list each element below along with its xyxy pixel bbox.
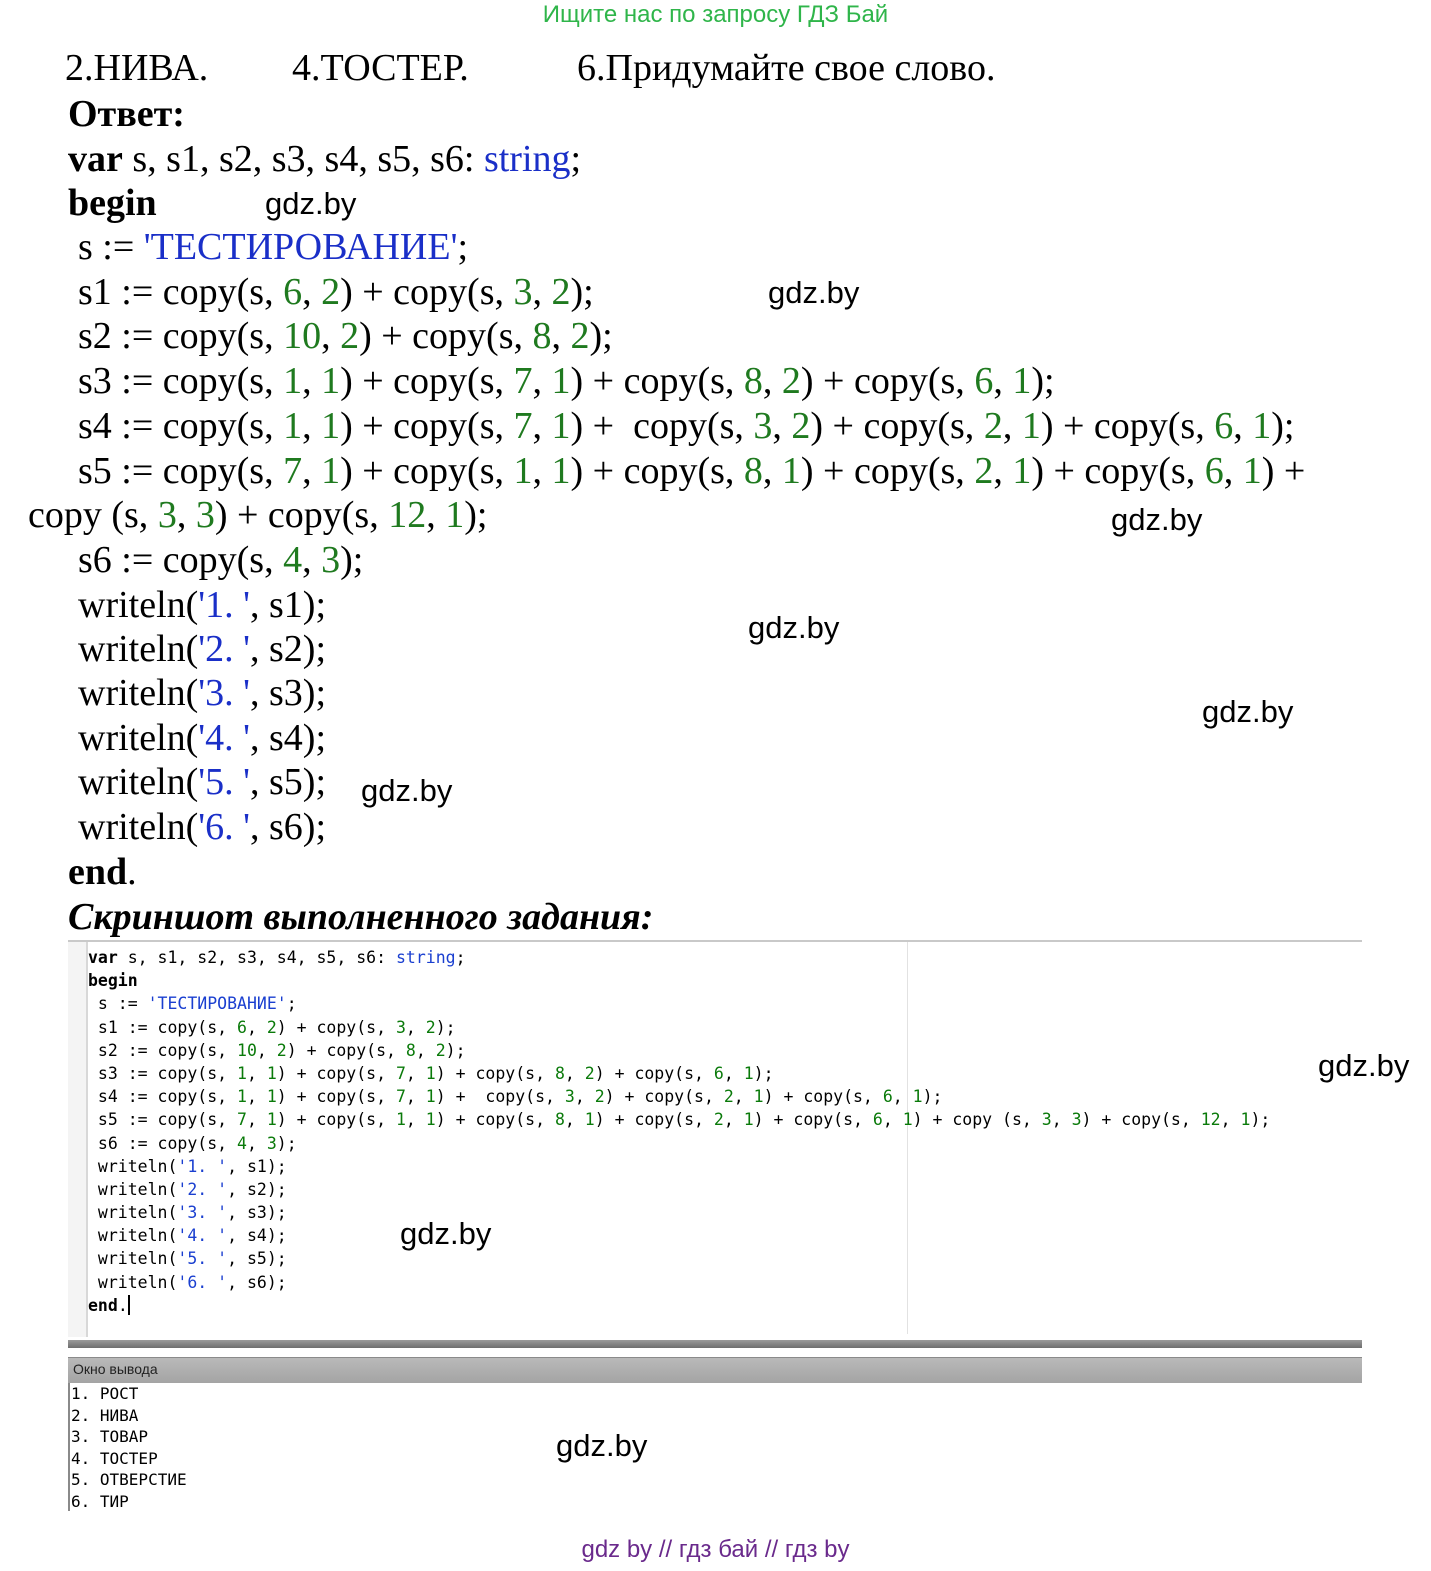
code-number: 3 [564, 1087, 575, 1107]
code-number: 1 [1012, 450, 1032, 492]
code-text: , [246, 1063, 267, 1083]
code-line-writeln-5: writeln('5. ', s5); [78, 761, 326, 803]
code-text: ) + copy(s, [594, 1063, 714, 1083]
code-number: 2 [435, 1040, 446, 1060]
code-text: ) + copy(s, [340, 271, 514, 313]
code-text: ) + copy(s, [340, 405, 514, 447]
code-text: s3 := copy(s, [88, 1063, 238, 1083]
answer-label: Ответ: [68, 93, 185, 135]
output-window [68, 1383, 1364, 1511]
code-text: ); [435, 1017, 456, 1037]
code-number: 2 [713, 1110, 724, 1130]
code-text: , [532, 405, 552, 447]
code-number: 6 [1214, 405, 1234, 447]
code-number: 1 [1240, 1110, 1251, 1130]
code-number: 1 [266, 1110, 277, 1130]
code-number: 1 [425, 1063, 436, 1083]
screenshot-heading: Скриншот выполненного задания: [68, 896, 654, 938]
code-number: 2 [551, 271, 571, 313]
code-text: , [532, 271, 552, 313]
code-text: ) + copy(s, [1031, 450, 1205, 492]
code-number: 8 [554, 1110, 565, 1130]
code-text: , [415, 1040, 436, 1060]
code-number: 6 [872, 1110, 883, 1130]
code-text: , [246, 1017, 267, 1037]
output-line: 1. РОСТ [71, 1384, 139, 1403]
ide-line-writeln-2: writeln('2. ', s2); [88, 1179, 287, 1199]
ide-line-s4 [88, 1085, 1270, 1108]
code-text: ); [922, 1087, 943, 1107]
code-number: 3 [1071, 1110, 1082, 1130]
code-number: 1 [781, 450, 801, 492]
code-text: , [321, 315, 341, 357]
code-number: 7 [513, 360, 533, 402]
ide-line-writeln-4: writeln('4. ', s4); [88, 1226, 287, 1246]
code-number: 1 [1252, 405, 1272, 447]
code-number: 3 [513, 271, 533, 313]
output-line: 3. ТОВАР [71, 1427, 149, 1446]
code-text: ) + copy(s, [214, 494, 389, 536]
code-text: , [302, 539, 322, 581]
code-text: , [532, 360, 552, 402]
code-text: s6 := copy(s, [88, 1133, 238, 1153]
code-text: , [302, 360, 322, 402]
code-text: ) + copy(s, [810, 405, 984, 447]
code-number: 1 [425, 1110, 436, 1130]
code-text: ) + copy(s, [1040, 405, 1215, 447]
code-text: , [256, 1040, 277, 1060]
code-text: , [723, 1063, 744, 1083]
code-text: , [246, 1110, 267, 1130]
code-text: , [176, 494, 196, 536]
code-number: 6 [283, 271, 303, 313]
code-text: ) + copy(s, [800, 450, 975, 492]
code-text: s4 := copy(s, [78, 405, 284, 447]
code-text: s5 := copy(s, [88, 1110, 238, 1130]
code-number: 1 [445, 494, 465, 536]
code-number: 1 [1012, 360, 1032, 402]
code-text: ) + copy(s, [340, 360, 514, 402]
code-number: 3 [1041, 1110, 1052, 1130]
code-text: , [772, 405, 792, 447]
code-text: s3 := copy(s, [78, 360, 284, 402]
code-number: 1 [753, 1087, 764, 1107]
watermark: gdz.by [265, 186, 357, 221]
code-number: 2 [983, 405, 1003, 447]
code-number: 7 [395, 1087, 406, 1107]
code-number: 1 [743, 1110, 754, 1130]
code-text: ) + [1261, 450, 1306, 492]
code-text: , [993, 360, 1013, 402]
editor-gutter [68, 942, 88, 1337]
code-text: s6 := copy(s, [78, 539, 284, 581]
code-number: 2 [266, 1017, 277, 1037]
code-number: 1 [237, 1063, 247, 1083]
code-number: 3 [321, 539, 341, 581]
watermark: gdz.by [400, 1216, 492, 1251]
code-text: s2 := copy(s, [88, 1040, 238, 1060]
ide-line-var: var s, s1, s2, s3, s4, s5, s6: string; [88, 948, 466, 967]
code-text: ); [570, 271, 594, 313]
code-text: ); [276, 1133, 297, 1153]
code-text: ) + copy(s, [359, 315, 533, 357]
code-number: 1 [321, 360, 341, 402]
code-number: 1 [395, 1110, 406, 1130]
code-line-s2 [78, 314, 613, 358]
code-line-s5 [78, 449, 1305, 493]
ide-line-s2 [88, 1039, 1270, 1062]
code-number: 12 [1200, 1110, 1221, 1130]
code-number: 8 [532, 315, 552, 357]
code-number: 1 [1021, 405, 1041, 447]
watermark: gdz.by [748, 610, 840, 645]
ide-line-s3 [88, 1062, 1270, 1085]
code-number: 2 [791, 405, 811, 447]
code-text: , [532, 450, 552, 492]
ide-line-writeln-5: writeln('5. ', s5); [88, 1249, 287, 1269]
text-caret [128, 1295, 130, 1315]
code-line-writeln-6: writeln('6. ', s6); [78, 806, 326, 848]
code-number: 2 [425, 1017, 436, 1037]
code-number: 6 [974, 360, 994, 402]
code-text: , [1220, 1110, 1241, 1130]
code-number: 6 [882, 1087, 893, 1107]
code-number: 6 [1204, 450, 1224, 492]
footer-tagline: gdz by // гдз бай // гдз by [581, 1536, 850, 1563]
code-number: 2 [974, 450, 994, 492]
code-text: , [302, 450, 322, 492]
code-line-s5-cont [28, 493, 487, 537]
code-text: ); [1031, 360, 1055, 402]
code-number: 1 [266, 1087, 277, 1107]
code-line-end: end. [68, 851, 137, 893]
code-line-writeln-3: writeln('3. ', s3); [78, 672, 326, 714]
code-line-begin: begin [68, 182, 157, 224]
code-number: 1 [321, 405, 341, 447]
code-number: 2 [723, 1087, 734, 1107]
output-line: 6. ТИР [71, 1491, 129, 1511]
code-text: ) + copy(s, [1081, 1110, 1201, 1130]
code-text: s1 := copy(s, [78, 271, 284, 313]
ide-line-end: end. [88, 1295, 128, 1315]
code-text: , [762, 450, 782, 492]
code-text: ) + copy(s, [753, 1110, 873, 1130]
code-number: 1 [912, 1087, 923, 1107]
code-text: ); [445, 1040, 466, 1060]
code-text: , [882, 1110, 903, 1130]
code-text: ); [1271, 405, 1295, 447]
ide-line-writeln-3: writeln('3. ', s3); [88, 1203, 287, 1223]
watermark: gdz.by [1202, 694, 1294, 729]
code-number: 3 [395, 1017, 406, 1037]
code-text: , [892, 1087, 913, 1107]
code-line-writeln-4: writeln('4. ', s4); [78, 717, 326, 759]
code-number: 8 [743, 360, 763, 402]
code-number: 2 [781, 360, 801, 402]
code-text: ) + copy(s, [604, 1087, 724, 1107]
code-text: , [1233, 405, 1253, 447]
output-window-title: Окно вывода [73, 1361, 158, 1377]
watermark: gdz.by [1318, 1048, 1410, 1083]
ide-line-s5 [88, 1108, 1270, 1131]
code-number: 8 [405, 1040, 416, 1060]
code-text: ) + copy (s, [912, 1110, 1042, 1130]
code-text: , [405, 1063, 426, 1083]
code-number: 3 [195, 494, 215, 536]
code-text: , [246, 1133, 267, 1153]
code-number: 6 [713, 1063, 724, 1083]
code-text: ) + copy(s, [276, 1063, 396, 1083]
code-text: , [246, 1087, 267, 1107]
code-text: ) + copy(s, [276, 1017, 396, 1037]
code-number: 1 [551, 360, 571, 402]
code-text: ); [464, 494, 488, 536]
code-number: 3 [753, 405, 773, 447]
code-text: , [405, 1087, 426, 1107]
code-text: ); [340, 539, 364, 581]
code-line-s3 [78, 359, 1055, 403]
code-number: 7 [513, 405, 533, 447]
code-number: 12 [388, 494, 427, 536]
code-number: 1 [266, 1063, 277, 1083]
code-text: , [574, 1087, 595, 1107]
code-text: ) + copy(s, [594, 1110, 714, 1130]
code-text: s4 := copy(s, [88, 1087, 238, 1107]
code-text: s1 := copy(s, [88, 1017, 238, 1037]
code-number: 1 [1242, 450, 1262, 492]
code-number: 2 [340, 315, 360, 357]
code-text: , [302, 405, 322, 447]
code-number: 1 [513, 450, 533, 492]
code-number: 2 [584, 1063, 595, 1083]
code-text: , [405, 1017, 426, 1037]
code-text: s2 := copy(s, [78, 315, 284, 357]
code-text: , [1002, 405, 1022, 447]
code-number: 3 [266, 1133, 277, 1153]
code-line-var: var s, s1, s2, s3, s4, s5, s6: string; [68, 138, 582, 180]
watermark: gdz.by [361, 773, 453, 808]
code-text: , [762, 360, 782, 402]
code-text: , [1223, 450, 1243, 492]
watermark: gdz.by [768, 275, 860, 310]
code-number: 7 [237, 1110, 247, 1130]
code-number: 1 [551, 450, 571, 492]
code-line-s6 [78, 538, 363, 582]
task-item-4: 4.ТОСТЕР. [292, 47, 469, 89]
code-number: 2 [570, 315, 590, 357]
code-text: , [733, 1087, 754, 1107]
code-text: ) + copy(s, [435, 1063, 555, 1083]
output-line: 2. НИВА [71, 1405, 139, 1425]
task-item-2: 2.НИВА. [65, 47, 209, 89]
code-number: 1 [584, 1110, 595, 1130]
output-line: 5. ОТВЕРСТИЕ [71, 1470, 187, 1489]
search-banner: Ищите нас по запросу ГДЗ Бай [542, 1, 889, 28]
watermark: gdz.by [556, 1428, 648, 1463]
code-text: , [426, 494, 446, 536]
ide-line-s1 [88, 1016, 1270, 1039]
code-line-writeln-1: writeln('1. ', s1); [78, 584, 326, 626]
code-text: , [564, 1063, 585, 1083]
ide-line-s: s := 'ТЕСТИРОВАНИЕ'; [88, 994, 297, 1014]
code-number: 2 [594, 1087, 605, 1107]
output-line: 4. ТОСТЕР [71, 1448, 158, 1468]
code-text: s5 := copy(s, [78, 450, 284, 492]
code-number: 7 [395, 1063, 406, 1083]
code-text: ) + copy(s, [800, 360, 975, 402]
code-number: 10 [283, 315, 322, 357]
code-text: ); [589, 315, 613, 357]
code-text: ); [753, 1063, 774, 1083]
code-line-s1 [78, 270, 594, 314]
code-number: 1 [425, 1087, 436, 1107]
code-text: ) + copy(s, [763, 1087, 883, 1107]
code-text: ); [1250, 1110, 1271, 1130]
ide-line-writeln-6: writeln('6. ', s6); [88, 1272, 287, 1292]
code-number: 3 [157, 494, 177, 536]
code-text: ) + copy(s, [340, 450, 514, 492]
task-item-6: 6.Придумайте свое слово. [577, 47, 996, 89]
code-number: 1 [237, 1087, 247, 1107]
code-text: , [551, 315, 571, 357]
ide-line-begin: begin [88, 971, 138, 991]
code-text: , [302, 271, 322, 313]
code-number: 2 [321, 271, 341, 313]
code-text: ) + copy(s, [276, 1087, 396, 1107]
code-text: , [564, 1110, 585, 1130]
code-line-s4 [78, 404, 1294, 448]
ide-line-s6 [88, 1132, 1270, 1155]
code-number: 1 [283, 360, 303, 402]
code-number: 4 [237, 1133, 247, 1153]
code-text: ) + copy(s, [570, 405, 754, 447]
code-line-s: s := 'ТЕСТИРОВАНИЕ'; [78, 226, 468, 268]
code-number: 1 [283, 405, 303, 447]
code-number: 8 [743, 450, 763, 492]
output-window-header [68, 1357, 1362, 1384]
code-text: ) + copy(s, [570, 360, 744, 402]
code-number: 10 [237, 1040, 257, 1060]
code-number: 1 [743, 1063, 754, 1083]
watermark: gdz.by [1111, 502, 1203, 537]
code-number: 6 [237, 1017, 247, 1037]
code-number: 1 [902, 1110, 913, 1130]
code-text: , [993, 450, 1013, 492]
editor-splitter[interactable] [68, 1340, 1362, 1348]
ide-editor [68, 940, 1362, 1357]
ide-line-writeln-1: writeln('1. ', s1); [88, 1156, 287, 1176]
code-number: 1 [551, 405, 571, 447]
code-text: ) + copy(s, [435, 1110, 555, 1130]
code-number: 7 [283, 450, 303, 492]
code-text: , [405, 1110, 426, 1130]
code-number: 8 [554, 1063, 565, 1083]
editor-code[interactable] [88, 946, 1270, 1317]
code-number: 2 [276, 1040, 287, 1060]
code-number: 4 [283, 539, 303, 581]
code-text: ) + copy(s, [435, 1087, 565, 1107]
code-text: , [723, 1110, 744, 1130]
code-text: ) + copy(s, [276, 1110, 396, 1130]
code-line-writeln-2: writeln('2. ', s2); [78, 628, 326, 670]
code-text: ) + copy(s, [286, 1040, 406, 1060]
code-text: , [1051, 1110, 1072, 1130]
code-number: 1 [321, 450, 341, 492]
code-text: copy (s, [28, 494, 158, 536]
code-text: ) + copy(s, [570, 450, 744, 492]
